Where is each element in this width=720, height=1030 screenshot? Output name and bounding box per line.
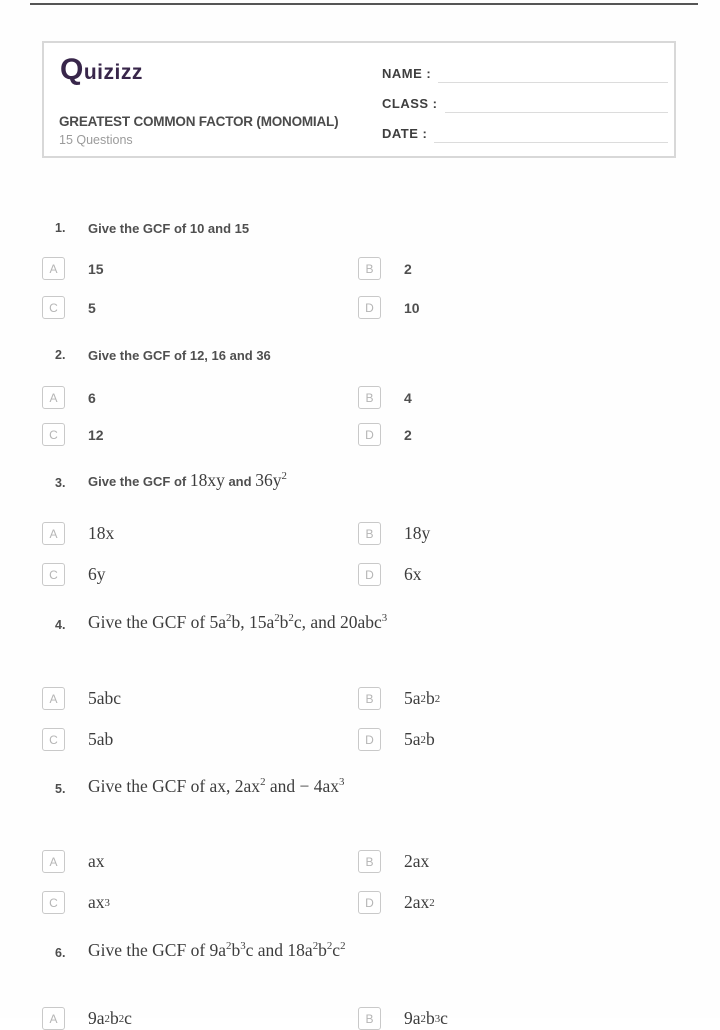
option-a-checkbox[interactable]: A <box>42 850 65 873</box>
question-number: 1. <box>55 221 66 235</box>
option-c-value: 5 <box>88 299 96 316</box>
option-d-value: 10 <box>404 299 420 316</box>
option-a-value: 5abc <box>88 688 122 708</box>
worksheet-title: GREATEST COMMON FACTOR (MONOMIAL) <box>59 114 339 129</box>
option-c-checkbox[interactable]: C <box>42 296 65 319</box>
option-c-checkbox[interactable]: C <box>42 728 65 751</box>
option-a-checkbox[interactable]: A <box>42 522 65 545</box>
option-a-checkbox[interactable]: A <box>42 1007 65 1030</box>
quizizz-logo: Quizizz <box>60 53 143 86</box>
option-d-checkbox[interactable]: D <box>358 891 381 914</box>
option-b-checkbox[interactable]: B <box>358 386 381 409</box>
question-number: 2. <box>55 348 66 362</box>
date-input-line[interactable] <box>434 127 668 143</box>
question-number: 5. <box>55 782 66 796</box>
class-input-line[interactable] <box>445 97 669 113</box>
option-b-checkbox[interactable]: B <box>358 850 381 873</box>
question-text: Give the GCF of $5a^2b$, $15a^2b^2c$, and 20abc$^3$ <box>88 612 388 632</box>
option-d-value: 2ax 2 <box>404 892 435 912</box>
option-b-checkbox[interactable]: B <box>358 522 381 545</box>
option-a-value: 15 <box>88 260 104 277</box>
question-text: Give the GCF of ax, $2ax^2$ and − $4ax^3$ <box>88 776 345 796</box>
option-d-checkbox[interactable]: D <box>358 563 381 586</box>
option-a-value: 9a 2 b 2 c <box>88 1008 132 1028</box>
question-number: 6. <box>55 946 66 960</box>
option-a-checkbox[interactable]: A <box>42 386 65 409</box>
option-d-value: 6x <box>404 564 422 584</box>
question-text: Give the GCF of $9a^2b^3c$ and $18a^2b^2c^2$ <box>88 940 346 960</box>
class-field-label: CLASS : <box>382 96 438 111</box>
option-d-checkbox[interactable]: D <box>358 423 381 446</box>
question-text: Give the GCF of 10 and 15 <box>88 221 250 236</box>
option-d-value: 5a 2 b <box>404 729 435 749</box>
option-b-value: 9a 2 b 3 c <box>404 1008 448 1028</box>
name-field-label: NAME : <box>382 66 432 81</box>
option-c-value: 6y <box>88 564 106 584</box>
name-field <box>382 63 668 83</box>
date-field-label: DATE : <box>382 126 428 141</box>
question-text: Give the GCF of 18xy and $36y^2$ <box>88 470 287 490</box>
option-c-value: 5ab <box>88 729 114 749</box>
option-b-value: 18y <box>404 523 431 543</box>
option-b-checkbox[interactable]: B <box>358 687 381 710</box>
option-a-checkbox[interactable]: A <box>42 257 65 280</box>
option-d-checkbox[interactable]: D <box>358 728 381 751</box>
option-b-value: 4 <box>404 389 412 406</box>
option-d-value: 2 <box>404 426 412 443</box>
class-field <box>382 93 668 113</box>
worksheet-header-box <box>42 41 676 158</box>
option-a-checkbox[interactable]: A <box>42 687 65 710</box>
question-number: 4. <box>55 618 66 632</box>
option-c-checkbox[interactable]: C <box>42 563 65 586</box>
name-input-line[interactable] <box>438 67 668 83</box>
option-c-value: ax 3 <box>88 892 110 912</box>
option-a-value: 6 <box>88 389 96 406</box>
option-a-value: 18x <box>88 523 115 543</box>
question-number: 3. <box>55 476 66 490</box>
option-c-value: 12 <box>88 426 104 443</box>
option-c-checkbox[interactable]: C <box>42 423 65 446</box>
question-text: Give the GCF of 12, 16 and 36 <box>88 348 271 363</box>
option-d-checkbox[interactable]: D <box>358 296 381 319</box>
option-b-value: 2 <box>404 260 412 277</box>
option-b-checkbox[interactable]: B <box>358 1007 381 1030</box>
option-c-checkbox[interactable]: C <box>42 891 65 914</box>
option-b-value: 5a 2 b 2 <box>404 688 441 708</box>
option-a-value: ax <box>88 851 105 871</box>
date-field <box>382 123 668 143</box>
option-b-value: 2ax <box>404 851 430 871</box>
question-count: 15 Questions <box>59 133 133 147</box>
top-rule-line <box>30 3 698 5</box>
option-b-checkbox[interactable]: B <box>358 257 381 280</box>
